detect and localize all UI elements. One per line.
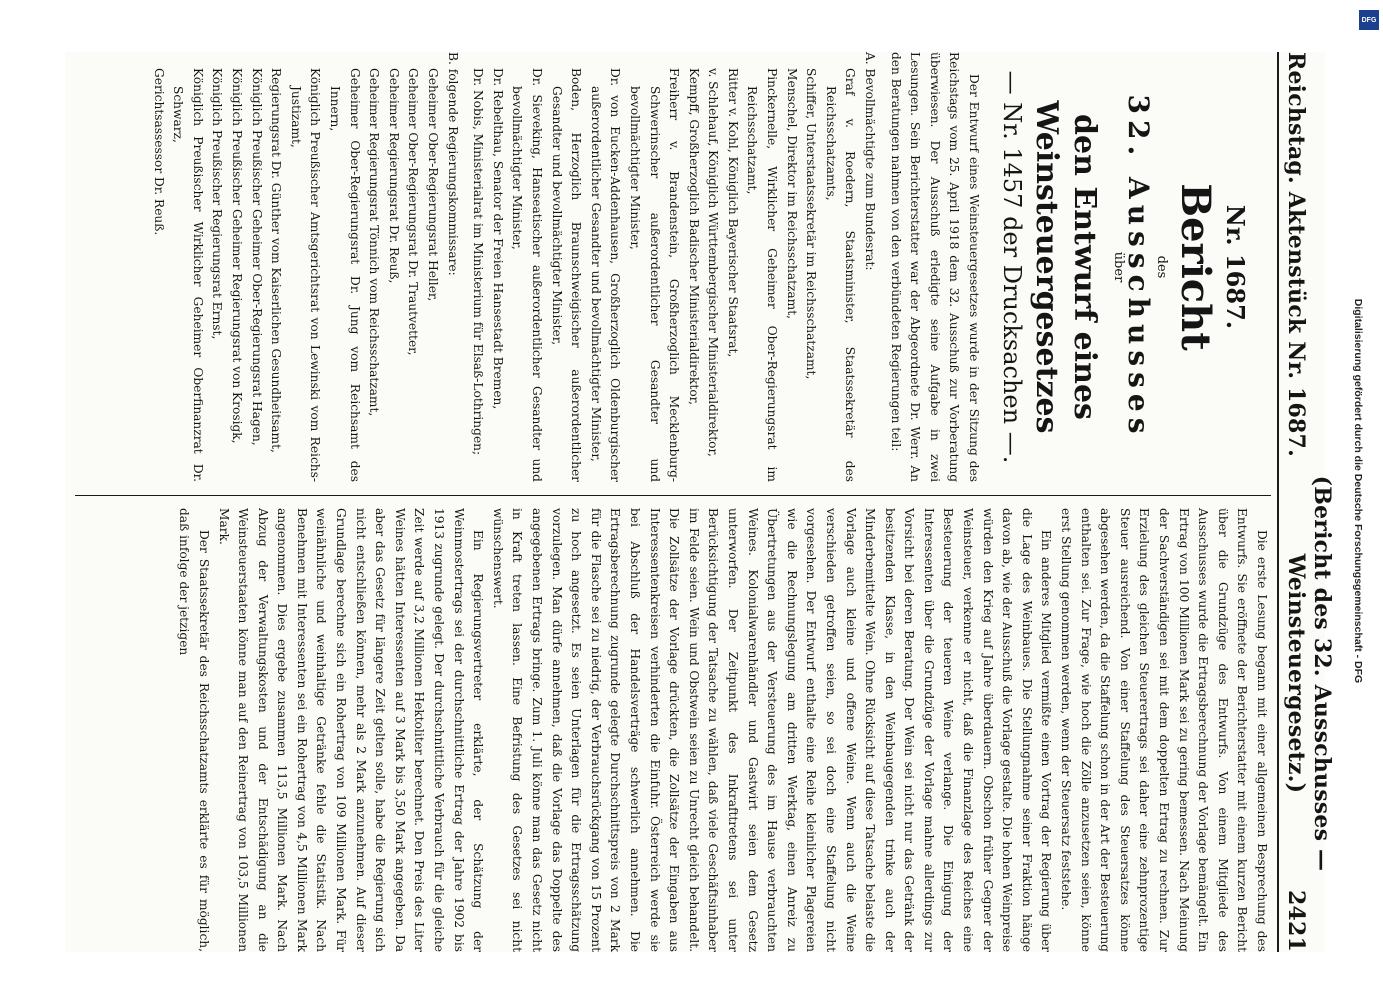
list-item: Graf v. Roedern, Staatsminister, Staatssekretär des Reichsschatzamts,	[823, 68, 858, 482]
list-item: Dr. Rebelthau, Senator der Freien Hansestadt Bremen,	[490, 68, 505, 410]
digitization-note: Digitalisierung gefördert durch die Deutsche Forschungsgemeinschaft - DFG	[1352, 298, 1364, 684]
column-divider	[75, 495, 1271, 496]
draft-title: den Entwurf eines Weinsteuergesetzes	[1028, 100, 1102, 434]
body-paragraph: Ein anderes Mitglied vermißte einen Vortrag der Regierung über die Lage des Weinbaues. Die Stellungnahme seiner Fraktion hänge davon ab, wie der Ausschuß die Vorlage gestalte. Die hohen Weinpreise würden den Krieg auf Jahre überdauern. Obschon früher Gegner der Weinsteuer, verkenne er nicht, daß die Finanzlage des Reiches eine Besteuerung der teueren Weine verlange. Die Einigung der Interessenten über die Grundzüge der Vorlage mahne allerdings zur Vorsicht bei deren Beratung. Der Wein sei nicht nur das Getränk der besitzenden Klasse, in den Weinbaugegenden trinke auch der Minderbemittelte Wein. Ohne Rücksicht auf diese Tatsache belaste die Vorlage auch kleine und offene Weine. Wenn auch die Weine verschieden getroffen seien, so sei doch eine Staffelung nicht vorgesehen. Der Entwurf enthalte eine Reihe kleinlicher Plagereien wie die Rechnungslegung am dritten Werktag, einen Anreiz zu Übertretungen aus der Versteuerung des im Hause verbrauchten Weines. Kolonialwarenhändler und Gastwirt seien dem Gesetz unterworfen. Der Zeitpunkt des Inkrafttretens sei unter Berücksichtigung der Tatsache zu wählen, daß viele Geschäftsinhaber im Felde seien. Wein und Obstwein seien zu Unrecht gleich behandelt. Die Zollsätze der Vorlage drückten, die Zollsätze der Eingaben aus Interessentenkreisen verhinderten die Einfuhr. Österreich werde sie bei Abschluß der Handelsverträge schwerlich annehmen. Die Ertragsberechnung zugrunde gelegte Durchschnittspreis von 2 Mark für die Flasche sei zu niedrig, der Verbrauchsrückgang von 15 Prozent zu hoch angesetzt. Es seien Unterlagen für die Ertragsschätzung vorzulegen. Man dürfe annehmen, daß die Vorlage das Doppelte des angegebenen Ertrags bringe. Zum 1. Juli könne man das Gesetz nicht in Kraft treten lassen. Eine Befristung des Gesetzes sei nicht wünschenswert.	[490, 508, 1054, 952]
intro-paragraph: Der Entwurf eines Weinsteuergesetzes wurde in der Sitzung des Reichstags vom 25. April 1918 dem 32. Ausschuß zur Vorberatung überwiesen. Der Ausschuß erledigte seine Aufgabe in zwei Lesungen. Sein Berichterstatter war der Abgeordnete Dr. Werr. An den Beratungen nahmen von den verbündeten Regierungen teil:	[888, 52, 982, 482]
list-item: Gerichtsassessor Dr. Reuß.	[151, 68, 166, 236]
left-column	[65, 52, 1271, 482]
list-item: Boden, Herzoglich Braunschweigischer außerordentlicher Gesandter und bevollmächtigter Minister,	[549, 68, 584, 482]
page-number: 2421	[1283, 889, 1309, 952]
list-item: Freiherr v. Brandenstein, Großherzoglich Mecklenburg-Schwerinscher außerordentlicher Gesandter und bevollmächtigter Minister,	[627, 68, 682, 482]
list-item: Königlich Preußischer Geheimer Regierungsrat von Krosigk,	[230, 68, 245, 444]
list-item: Dr. Sieveking, Hanseatischer außerordentlicher Gesandter und bevollmächtigter Minister,	[510, 68, 544, 482]
list-item: Regierungsrat Dr. Günther vom Kaiserlichen Gesundheitsamt,	[269, 68, 284, 453]
list-item: v. Schlehauf, Königlich Württembergischer Ministerialdirektor,	[706, 68, 721, 457]
running-header	[1277, 52, 1335, 952]
document-number: Nr. 1687.	[1221, 204, 1250, 330]
section-a-heading: A. Bevollmächtigte zum Bundesrat:	[863, 52, 878, 271]
body-paragraph: Der Staatssekretär des Reichsschatzamts erklärte es für möglich, daß infolge der jetzigen	[177, 508, 211, 952]
title-des: des	[1154, 255, 1170, 279]
header-left: Reichstag. Aktenstück Nr. 1687.	[1283, 52, 1309, 457]
drucksachen-ref: — Nr. 1457 der Drucksachen —.	[997, 70, 1026, 464]
header-middle: (Bericht des 32. Ausschusses — Weinsteuergesetz.)	[1283, 475, 1335, 872]
list-item: Geheimer Ober-Regierungsrat Heller,	[426, 68, 440, 302]
list-item: Pinckernelle, Wirklicher Geheimer Ober-Regierungsrat im Reichsschatzamt,	[745, 68, 780, 482]
section-b-heading: B. folgende Regierungskommissare:	[445, 52, 460, 276]
list-item: Königlich Preußischer Geheimer Ober-Regierungsrat Hagen,	[249, 68, 264, 446]
list-item: Königlich Preußischer Regierungsrat Ernst,	[210, 68, 225, 340]
list-item: Schiffer, Unterstaatssekretär im Reichsschatzamt,	[804, 68, 819, 380]
body-paragraph: Ein Regierungsvertreter erklärte, der Schätzung der Weinmostertrags sei der durchschnittliche Ertrag der Jahre 1902 bis 1913 zugrunde gelegt. Der durchschnittliche Verbrauch für die gleiche Zeit werde auf 3,2 Millionen Hektoliter berechnet. Den Preis des Liter Weines hätten Interessenten auf 3 Mark bis 3,50 Mark angegeben. Da aber das Gesetz für längere Zeit gelten solle, habe die Regierung sich nicht entschließen können, mehr als 2 Mark anzunehmen. Auf dieser Grundlage berechne sich ein Rohertrag von 109 Millionen Mark. Für weinähnliche und weinhaltige Getränke fehle die Statistik. Nach Benehmen mit Interessenten sei ein Rohertrag von 4,5 Millionen Mark angenommen. Dies ergebe zusammen 113,5 Millionen Mark. Nach Abzug der Verwaltungskosten und der Entschädigung an die Weinsteuerstaaten könne man auf den Reinertrag von 103,5 Millionen Mark.	[216, 508, 486, 952]
list-item: Königlich Preußischer Amtsgerichtsrat von Lewinski vom Reichs-Justizamt,	[288, 68, 323, 482]
list-item: Geheimer Regierungsrat Tönnich vom Reichsschatzamt,	[367, 68, 382, 417]
title-ueber: über	[1111, 251, 1127, 283]
list-item: Dr. von Eucken-Addenhausen, Großherzoglich Oldenburgischer außerordentlicher Gesandter und bevollmächtigter Minister,	[588, 68, 623, 482]
committee-name: 32. Ausschusses	[1121, 94, 1155, 440]
dfg-logo: DFG	[1359, 10, 1379, 30]
list-item: Menschel, Direktor im Reichsschatzamt,	[784, 68, 799, 320]
list-item: Dr. Nobis, Ministerialrat im Ministerium für Elsaß-Lothringen;	[471, 68, 486, 456]
list-item: Königlich Preußischer Wirklicher Geheimer Oberfinanzrat Dr. Schwarz,	[171, 68, 205, 482]
list-item: Ritter v. Kohl, Königlich Bayerischer Staatsrat,	[725, 68, 740, 358]
right-column	[65, 508, 1271, 952]
list-item: Kempff, Großherzoglich Badischer Ministerialdirektor,	[686, 68, 701, 406]
list-item: Geheimer Regierungsrat Dr. Reuß,	[386, 68, 401, 284]
body-paragraph: Die erste Lesung begann mit einer allgemeinen Besprechung des Entwurfs. Sie eröffnete der Berichterstatter mit einem kurzen Bericht über die Grundzüge des Entwurfs. Von einem Mitgliede des Ausschusses wurde die Ertragsberechnung der Vorlage bemängelt. Ein Ertrag von 100 Millionen Mark sei zu gering bemessen. Nach Meinung der Sachverständigen sei mit dem doppelten Ertrag zu rechnen. Zur Erzielung des gleichen Steuerertrags sei daher eine zehnprozentige Steuer ausreichend. Von einer Staffelung des Steuersatzes könne abgesehen werden, da die Staffelung schon in der Art der Besteuerung enthalten sei. Zur Frage, wie hoch die Zölle anzusetzen seien, könne erst Stellung genommen werden, wenn der Steuersatz feststehe.	[1059, 508, 1269, 952]
document-title: Bericht	[1172, 183, 1220, 351]
list-item: Geheimer Ober-Regierungsrat Dr. Trautvetter,	[406, 68, 421, 356]
list-item: Geheimer Ober-Regierungsrat Dr. Jung vom Reichsamt des Innern,	[328, 68, 362, 482]
document-page	[65, 52, 1335, 952]
